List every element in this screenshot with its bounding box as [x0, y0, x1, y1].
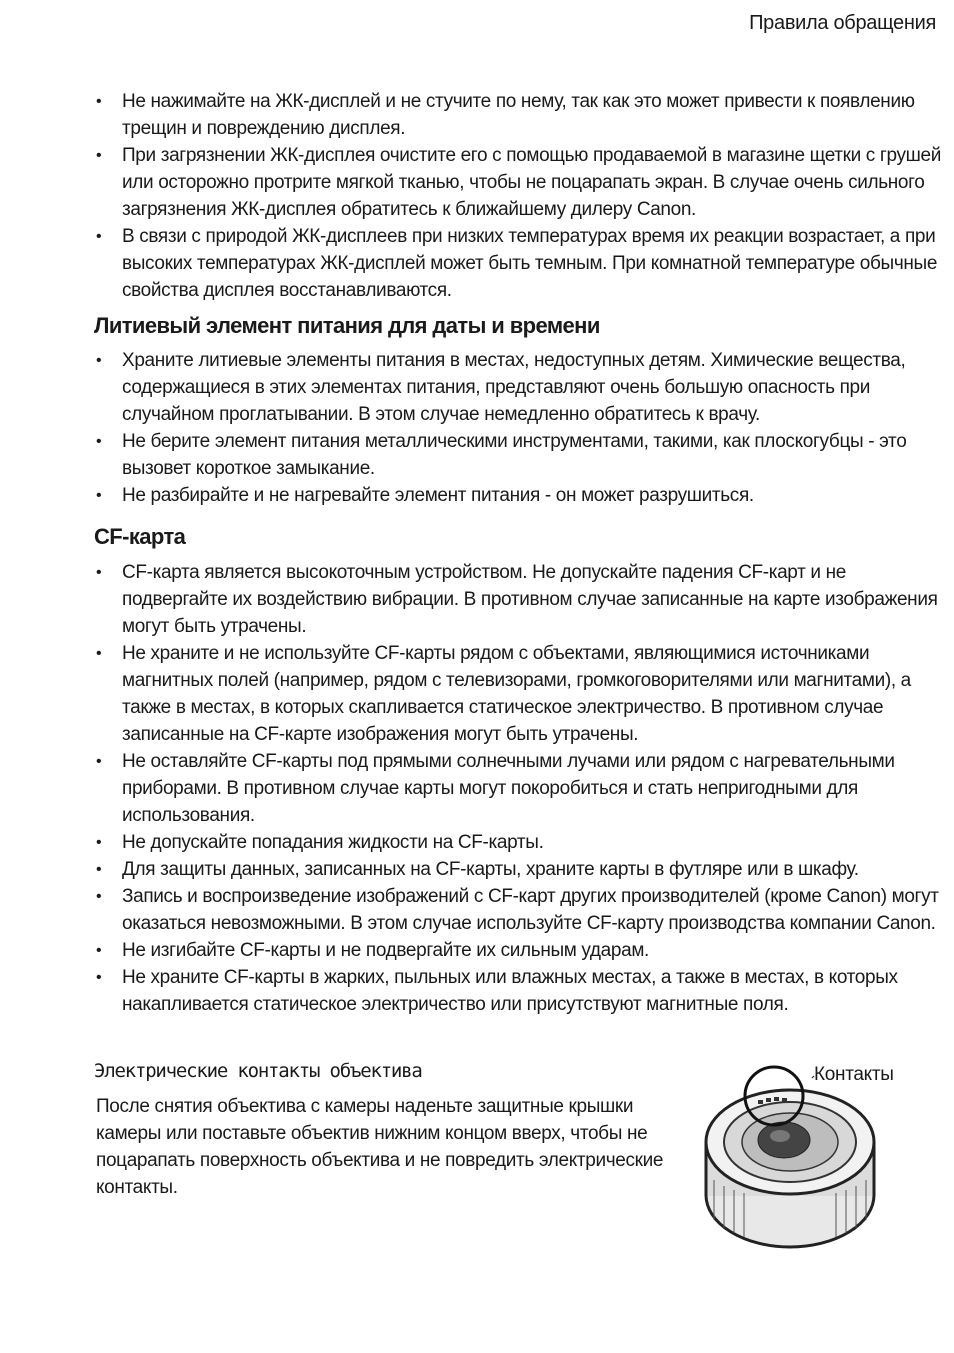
running-head: Правила обращения — [749, 12, 936, 34]
list-item: • Не допускайте попадания жидкости на CF-карты. — [96, 829, 942, 856]
list-item: • При загрязнении ЖК-дисплея очистите его с помощью продаваемой в магазине щетки с грушей или осторожно протрите мягкой тканью, чтобы не поцарапать экран. В случае очень сильного загрязнения ЖК-дисплея обратитесь к ближайшему дилеру Canon. — [96, 142, 942, 223]
list-item: • Для защиты данных, записанных на CF-карты, храните карты в футляре или в шкафу. — [96, 856, 942, 883]
lens-contacts-text: После снятия объектива с камеры наденьте защитные крышки камеры или поставьте объектив нижним концом вверх, чтобы не поцарапать поверхность объектива и не повредить электрические контакты. — [96, 1096, 664, 1198]
lcd-precautions-list — [96, 88, 942, 304]
battery-heading: Литиевый элемент питания для даты и времени — [94, 313, 600, 338]
list-item: • Не оставляйте CF-карты под прямыми солнечными лучами или рядом с нагревательными приборами. В противном случае карты могут покоробиться и стать непригодными для использования. — [96, 748, 942, 829]
list-item: • В связи с природой ЖК-дисплеев при низких температурах время их реакции возрастает, а при высоких температурах ЖК-дисплей может быть темным. При комнатной температуре обычные свойства дисплея восстанавливаются. — [96, 223, 942, 304]
list-item: • Запись и воспроизведение изображений с CF-карт других производителей (кроме Canon) могут оказаться невозможными. В этом случае используйте CF-карту производства компании Canon. — [96, 883, 942, 937]
list-item: • CF-карта является высокоточным устройством. Не допускайте падения CF-карт и не подвергайте их воздействию вибрации. В противном случае записанные на карте изображения могут быть утрачены. — [96, 559, 942, 640]
cf-card-heading: CF-карта — [94, 524, 186, 549]
list-item: • Не берите элемент питания металлическими инструментами, такими, как плоскогубцы - это вызовет короткое замыкание. — [96, 428, 942, 482]
lens-contacts-heading: Электрические контакты объектива — [94, 1060, 422, 1082]
list-item: • Не нажимайте на ЖК-дисплей и не стучите по нему, так как это может привести к появлению трещин и повреждению дисплея. — [96, 88, 942, 142]
list-item: • Храните литиевые элементы питания в местах, недоступных детям. Химические вещества, содержащиеся в этих элементах питания, представляют очень большую опасность при случайном проглатывании. В этом случае немедленно обратитесь к врачу. — [96, 347, 942, 428]
cf-card-precautions-list — [96, 559, 942, 1018]
lens-illustration — [700, 1060, 880, 1255]
list-item: • Не храните CF-карты в жарких, пыльных или влажных местах, а также в местах, в которых накапливается статическое электричество или присутствуют магнитные поля. — [96, 964, 942, 1018]
battery-precautions-list — [96, 347, 942, 509]
contacts-label: Контакты — [814, 1064, 894, 1085]
list-item: • Не изгибайте CF-карты и не подвергайте их сильным ударам. — [96, 937, 942, 964]
list-item: • Не разбирайте и не нагревайте элемент питания - он может разрушиться. — [96, 482, 942, 509]
list-item: • Не храните и не используйте CF-карты рядом с объектами, являющимися источниками магнитных полей (например, рядом с телевизорами, громкоговорителями или магнитами), а также в местах, в которых скапливается статическое электричество. В противном случае записанные на CF-карте изображения могут быть утрачены. — [96, 640, 942, 748]
